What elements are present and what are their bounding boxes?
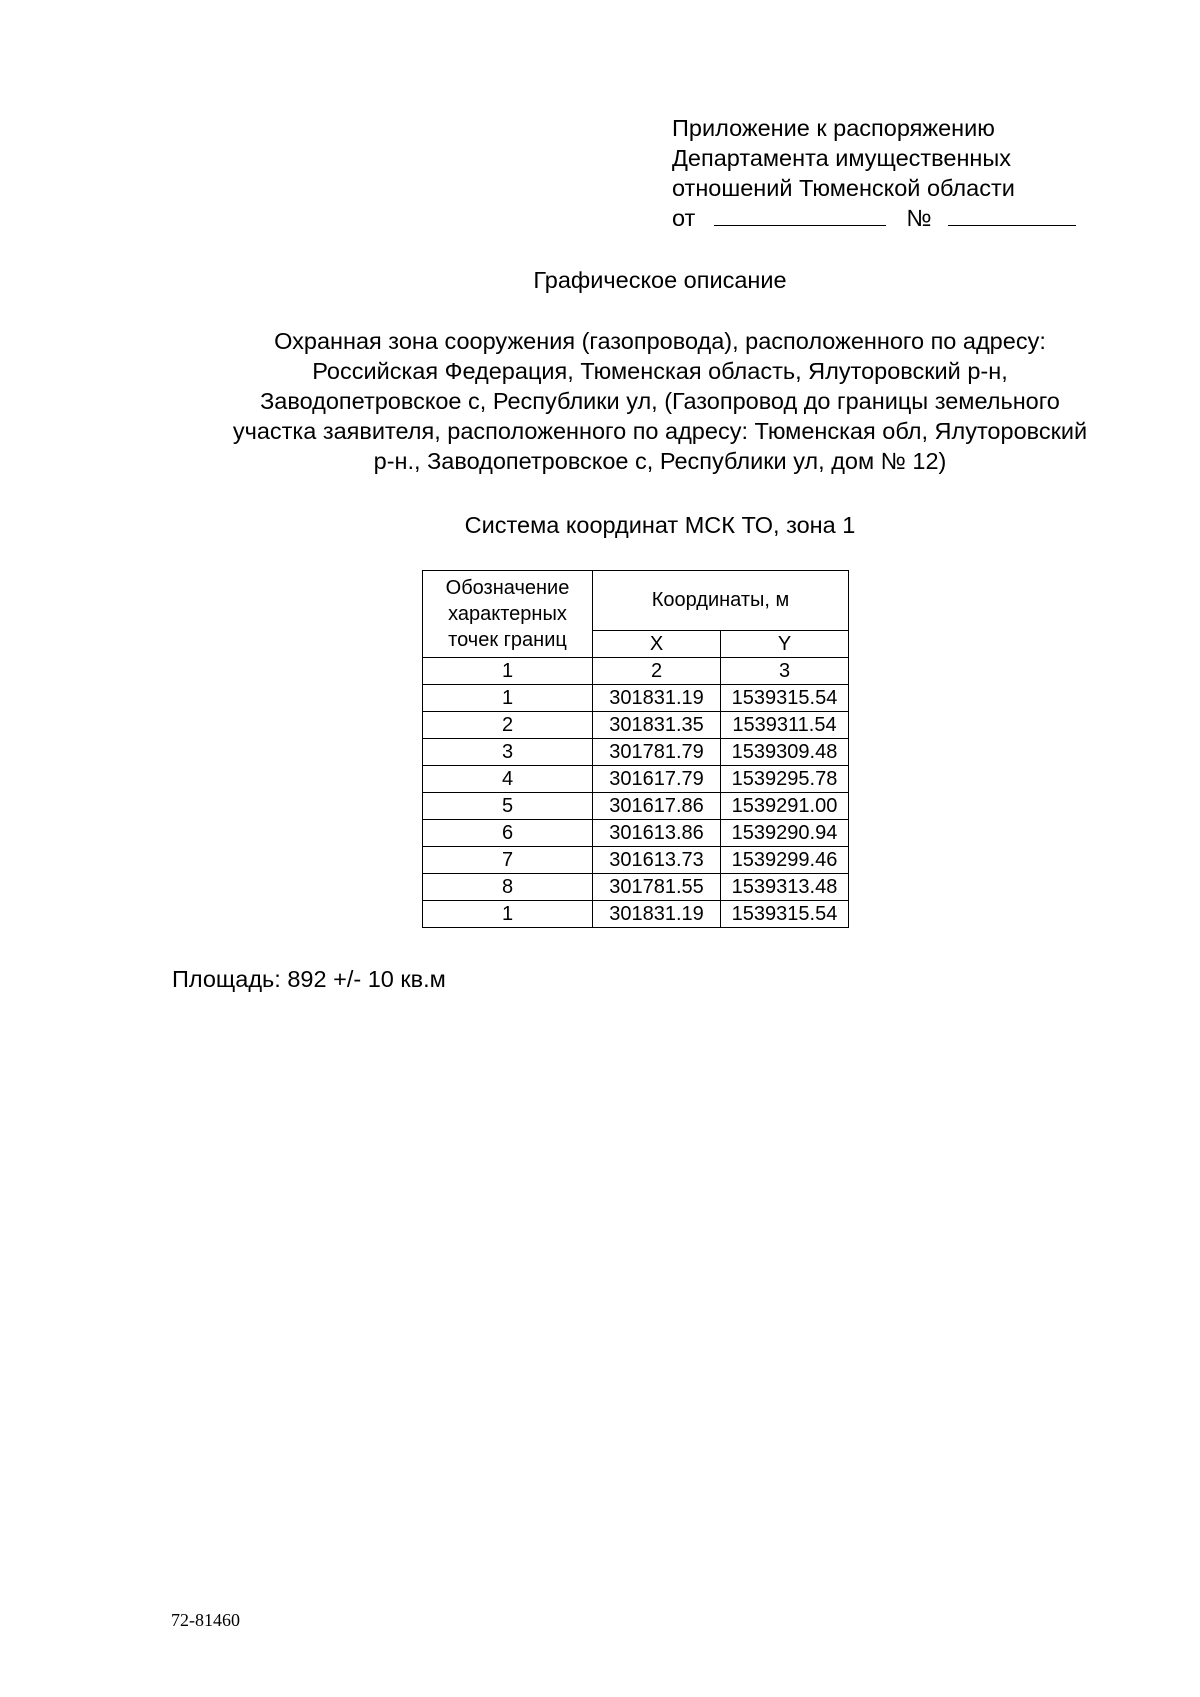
x-cell: 301781.79 xyxy=(593,739,721,766)
y-cell: 1539295.78 xyxy=(721,766,849,793)
subject-line-2: Российская Федерация, Тюменская область, Ялуторовский р-н, xyxy=(312,358,1008,384)
y-header: Y xyxy=(721,630,849,657)
annex-line-1: Приложение к распоряжению xyxy=(672,115,995,141)
header-name-line-1: Обозначение xyxy=(445,577,570,599)
point-cell: 2 xyxy=(423,712,593,739)
point-designation-header xyxy=(423,571,593,658)
annex-header xyxy=(672,113,1076,233)
annex-line-2: Департамента имущественных xyxy=(672,145,1012,171)
table-row xyxy=(423,739,849,766)
table-row xyxy=(423,874,849,901)
x-cell: 301613.86 xyxy=(593,820,721,847)
table-header-row xyxy=(423,571,849,631)
point-cell: 1 xyxy=(423,685,593,712)
annex-line-3: отношений Тюменской области xyxy=(672,175,1015,201)
point-cell: 7 xyxy=(423,847,593,874)
point-cell: 3 xyxy=(423,739,593,766)
header-name-line-2: характерных xyxy=(448,603,567,625)
document-number: 72-81460 xyxy=(171,1610,240,1630)
point-cell: 4 xyxy=(423,766,593,793)
subject-line-4: участка заявителя, расположенного по адресу: Тюменская обл, Ялуторовский xyxy=(232,418,1088,444)
x-cell: 301831.19 xyxy=(593,685,721,712)
table-row xyxy=(423,766,849,793)
number-label: № xyxy=(906,205,932,231)
subject-line-1: Охранная зона сооружения (газопровода), расположенного по адресу: xyxy=(274,328,1046,354)
table-row xyxy=(423,820,849,847)
table-row xyxy=(423,712,849,739)
subject-description xyxy=(150,326,1170,476)
y-cell: 1539315.54 xyxy=(721,901,849,928)
x-cell: 301617.79 xyxy=(593,766,721,793)
y-cell: 1539291.00 xyxy=(721,793,849,820)
x-cell: 301831.19 xyxy=(593,901,721,928)
y-cell: 1539313.48 xyxy=(721,874,849,901)
number-blank xyxy=(948,203,1076,226)
point-cell: 6 xyxy=(423,820,593,847)
coordinate-system: Система координат МСК ТО, зона 1 xyxy=(464,512,856,538)
table-row xyxy=(423,685,849,712)
date-blank xyxy=(714,203,886,226)
y-cell: 1539309.48 xyxy=(721,739,849,766)
y-cell: 1539311.54 xyxy=(721,712,849,739)
coordinates-header: Координаты, м xyxy=(593,571,849,631)
x-cell: 301613.73 xyxy=(593,847,721,874)
column-number: 2 xyxy=(593,658,721,685)
from-label: от xyxy=(672,205,696,231)
y-cell: 1539315.54 xyxy=(721,685,849,712)
table-row xyxy=(423,901,849,928)
subject-line-3: Заводопетровское с, Республики ул, (Газопровод до границы земельного xyxy=(260,388,1060,414)
column-numbering-row xyxy=(423,658,849,685)
point-cell: 1 xyxy=(423,901,593,928)
column-number: 3 xyxy=(721,658,849,685)
x-cell: 301781.55 xyxy=(593,874,721,901)
subject-line-5: р-н., Заводопетровское с, Республики ул, дом № 12) xyxy=(373,448,947,474)
table-row xyxy=(423,847,849,874)
point-cell: 5 xyxy=(423,793,593,820)
annex-date-number-line xyxy=(672,203,1076,233)
table-row xyxy=(423,793,849,820)
x-cell: 301617.86 xyxy=(593,793,721,820)
x-cell: 301831.35 xyxy=(593,712,721,739)
y-cell: 1539299.46 xyxy=(721,847,849,874)
y-cell: 1539290.94 xyxy=(721,820,849,847)
header-name-line-3: точек границ xyxy=(448,629,567,651)
coordinates-table xyxy=(422,570,849,928)
area-text: Площадь: 892 +/- 10 кв.м xyxy=(172,966,446,992)
column-number: 1 xyxy=(423,658,593,685)
x-header: X xyxy=(593,630,721,657)
document-title: Графическое описание xyxy=(533,267,787,293)
point-cell: 8 xyxy=(423,874,593,901)
